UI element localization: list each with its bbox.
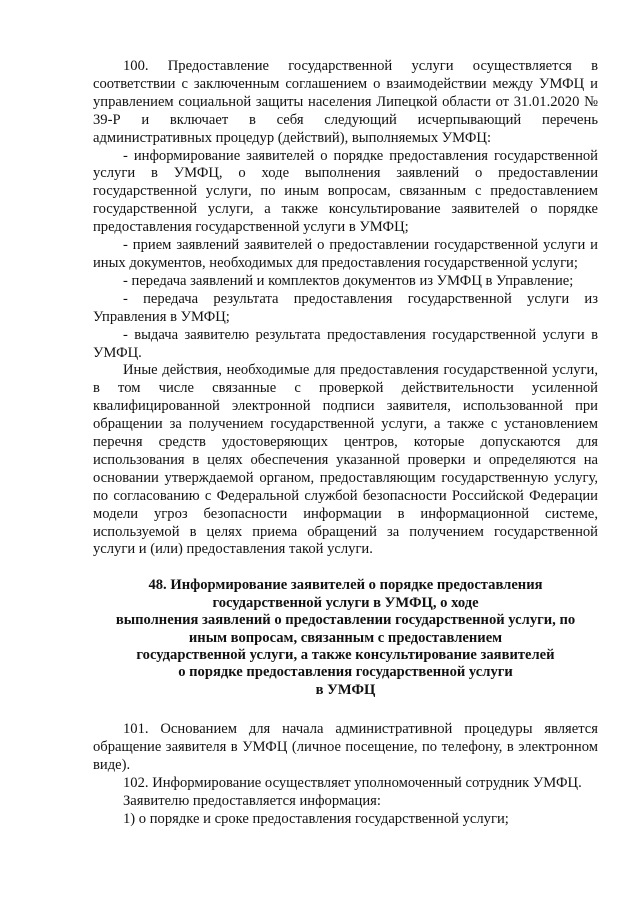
- list-item-informing: - информирование заявителей о порядке предоставления государственной услуги в УМФЦ, о ходе выполнения заявлений о предоставлении государственной услуги, по иным вопросам, связанным с предоставлением государственной услуги, а также консультирование заявителей о порядке предоставления государственной услуги в УМФЦ;: [93, 147, 598, 236]
- list-item-issue-result: - выдача заявителю результата предоставления государственной услуги в УМФЦ.: [93, 326, 598, 361]
- list-item-transfer-result: - передача результата предоставления государственной услуги из Управления в УМФЦ;: [93, 290, 598, 325]
- heading-line: о порядке предоставления государственной услуги: [178, 664, 513, 681]
- heading-line: в УМФЦ: [315, 681, 376, 698]
- document-page: [93, 58, 598, 829]
- paragraph-101: 101. Основанием для начала административной процедуры является обращение заявителя в УМФЦ (личное посещение, по телефону, в электронном виде).: [93, 721, 598, 774]
- heading-line: государственной услуги в УМФЦ, о ходе: [212, 594, 479, 611]
- paragraph-100: 100. Предоставление государственной услуги осуществляется в соответствии с заключенным соглашением о взаимодействии между УМФЦ и управлением социальной защиты населения Липецкой области от 31.01.2020 № 39-Р и включает в себя следующий исчерпывающий перечень административных процедур (действий), выполняемых УМФЦ:: [93, 58, 598, 146]
- heading-line: 48. Информирование заявителей о порядке предоставления: [148, 577, 543, 594]
- heading-line: государственной услуги, а также консультирование заявителей: [136, 647, 555, 663]
- section-heading-48: [93, 577, 598, 699]
- list-item-reception: - прием заявлений заявителей о предоставлении государственной услуги и иных документов, необходимых для предоставления государственной услуги;: [93, 237, 598, 271]
- paragraph-info-intro: Заявителю предоставляется информация:: [123, 792, 381, 809]
- list-item-transfer-documents: - передача заявлений и комплектов документов из УМФЦ в Управление;: [123, 272, 574, 289]
- list-item-order-and-term: 1) о порядке и сроке предоставления государственной услуги;: [123, 810, 509, 827]
- heading-line: выполнения заявлений о предоставлении государственной услуги, по: [115, 612, 576, 629]
- heading-line: иным вопросам, связанным с предоставлением: [188, 629, 503, 646]
- paragraph-other-actions: Иные действия, необходимые для предоставления государственной услуги, в том числе связанные с проверкой действительности усиленной квалифицированной электронной подписи заявителя, использованной при обращении за получением государственной услуги, а также с установлением перечня средств удостоверяющих центров, которые допускаются для использования в целях обеспечения указанной проверки и определяются на основании утверждаемой органом, предоставляющим государственную услугу, по согласованию с Федеральной службой безопасности Российской Федерации модели угроз безопасности информации в информационной системе, используемой в целях приема обращений за получением государственной услуги и (или) предоставления такой услуги.: [93, 362, 598, 558]
- paragraph-102: 102. Информирование осуществляет уполномоченный сотрудник УМФЦ.: [123, 774, 582, 791]
